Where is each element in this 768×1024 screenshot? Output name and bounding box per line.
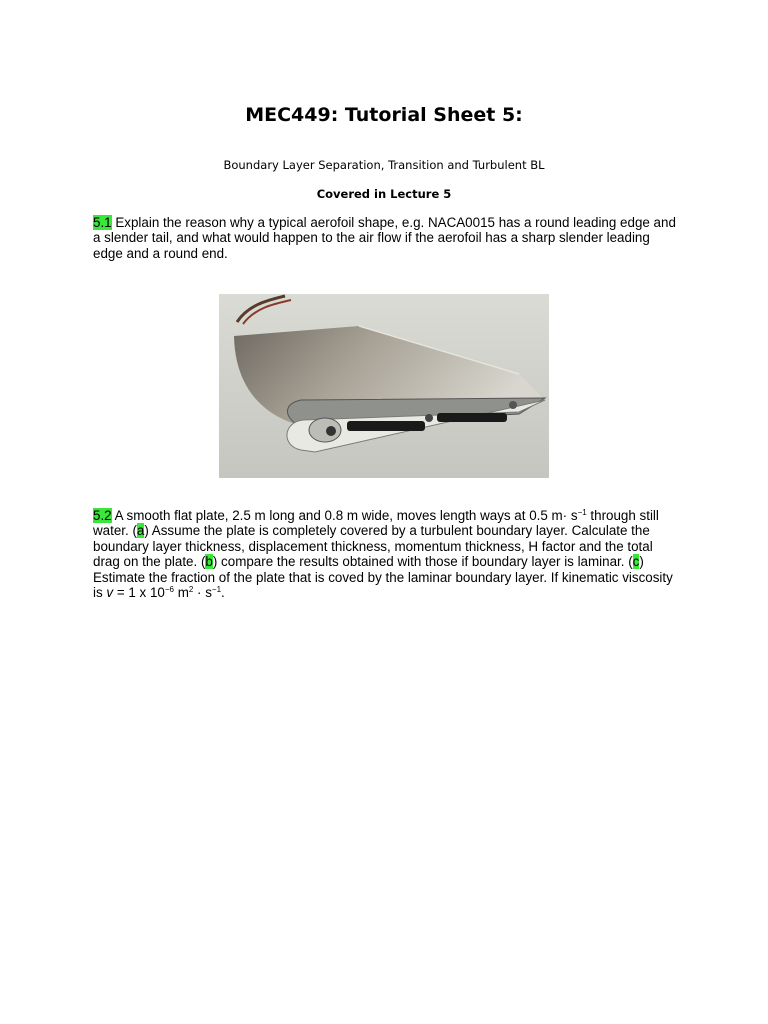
question-text: Explain the reason why a typical aerofoil shape, e.g. NACA0015 has a round leading edge and a slender tail, and what would happen to the air flow if the aerofoil has a sharp slender leading edge and a round end. <box>93 215 676 261</box>
aerofoil-image <box>219 294 549 478</box>
part-c-highlight: c <box>632 554 640 570</box>
part-a-highlight: a <box>136 523 145 539</box>
lecture-note: Covered in Lecture 5 <box>316 187 452 201</box>
page-title: MEC449: Tutorial Sheet 5: <box>245 104 523 126</box>
page-subtitle: Boundary Layer Separation, Transition and Turbulent BL <box>223 158 545 172</box>
question-5-1 <box>93 215 683 261</box>
part-b-highlight: b <box>205 554 213 570</box>
aerofoil-photo <box>219 294 549 478</box>
question-number-highlight: 5.2 <box>93 508 112 523</box>
nu-symbol: v <box>106 585 114 601</box>
question-5-2: 5.2 A smooth flat plate, 2.5 m long and 0.8 m wide, moves length ways at 0.5 $m\cdot s^{-1}$ through still water. (a) Assume the plate is completely covered by a turbulent boundary layer. Calculate the boundary layer thickness, displacement thickness, momentum thickness, H factor and the total drag on the plate. (b) compare the results obtained with those if boundary layer is laminar. (c) Estimate the fraction of the plate that is coved by the laminar boundary layer. If kinematic viscosity is v = 1 x $10^{-6}$ $m^2 \cdot s^{-1}$. <box>93 508 673 601</box>
question-number-highlight: 5.1 <box>93 215 112 230</box>
